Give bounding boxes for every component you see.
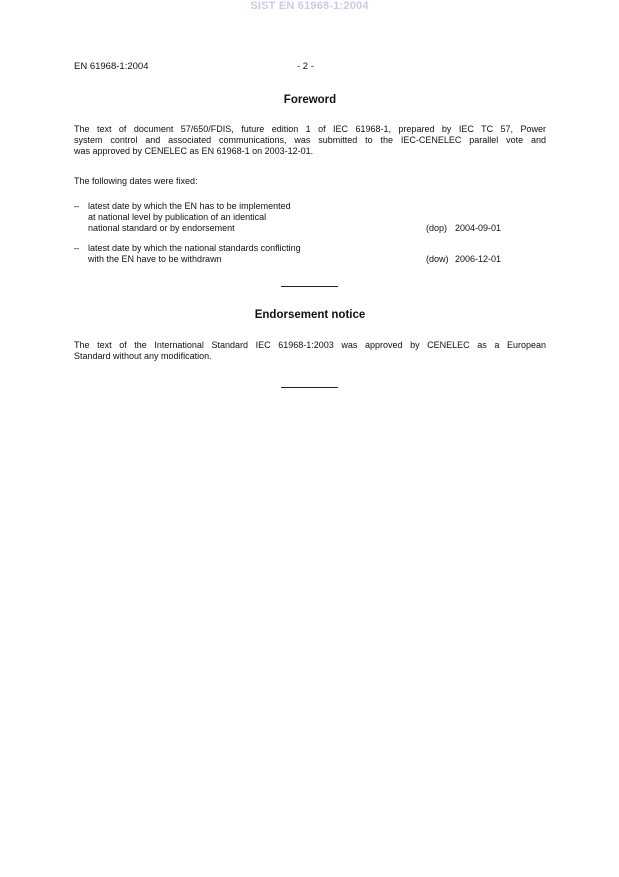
dates-intro xyxy=(74,176,546,187)
list-dash: – xyxy=(74,201,80,211)
paragraph-line: Standard without any modification. xyxy=(74,351,212,361)
paragraph-line: was approved by CENELEC as EN 61968-1 on 2003-12-01. xyxy=(74,146,314,156)
paragraph-line: The text of document 57/650/FDIS, future edition 1 of IEC 61968-1, prepared by IEC TC 57, Power xyxy=(74,124,546,134)
list-item-line: national standard or by endorsement xyxy=(88,223,235,233)
list-item-line: with the EN have to be withdrawn xyxy=(88,254,222,264)
list-item-text xyxy=(88,201,418,234)
section-divider xyxy=(281,286,338,287)
list-dash: – xyxy=(74,243,80,253)
list-item-line: at national level by publication of an identical xyxy=(88,212,267,222)
page-number: - 2 - xyxy=(297,61,314,72)
list-item-line: latest date by which the national standards conflicting xyxy=(88,243,301,253)
date-code: (dop) xyxy=(426,223,448,233)
paragraph-line: The following dates were fixed: xyxy=(74,176,198,186)
watermark: SIST EN 61968-1:2004 xyxy=(250,0,369,12)
section-divider xyxy=(281,387,338,388)
date-value: 2004-09-01 xyxy=(455,223,502,233)
list-item-text xyxy=(88,243,418,265)
running-header xyxy=(74,61,546,74)
date-value: 2006-12-01 xyxy=(455,254,502,264)
list-item-line: latest date by which the EN has to be implemented xyxy=(88,201,291,211)
document-id: EN 61968-1:2004 xyxy=(74,61,149,72)
endorsement-heading: Endorsement notice xyxy=(254,309,366,321)
paragraph-line: The text of the International Standard IEC 61968-1:2003 was approved by CENELEC as a European xyxy=(74,340,546,350)
foreword-paragraph xyxy=(74,124,546,157)
foreword-heading: Foreword xyxy=(283,94,337,106)
date-code: (dow) xyxy=(426,254,449,264)
paragraph-line: system control and associated communications, was submitted to the IEC-CENELEC parallel vote and xyxy=(74,135,546,145)
endorsement-paragraph xyxy=(74,340,546,362)
